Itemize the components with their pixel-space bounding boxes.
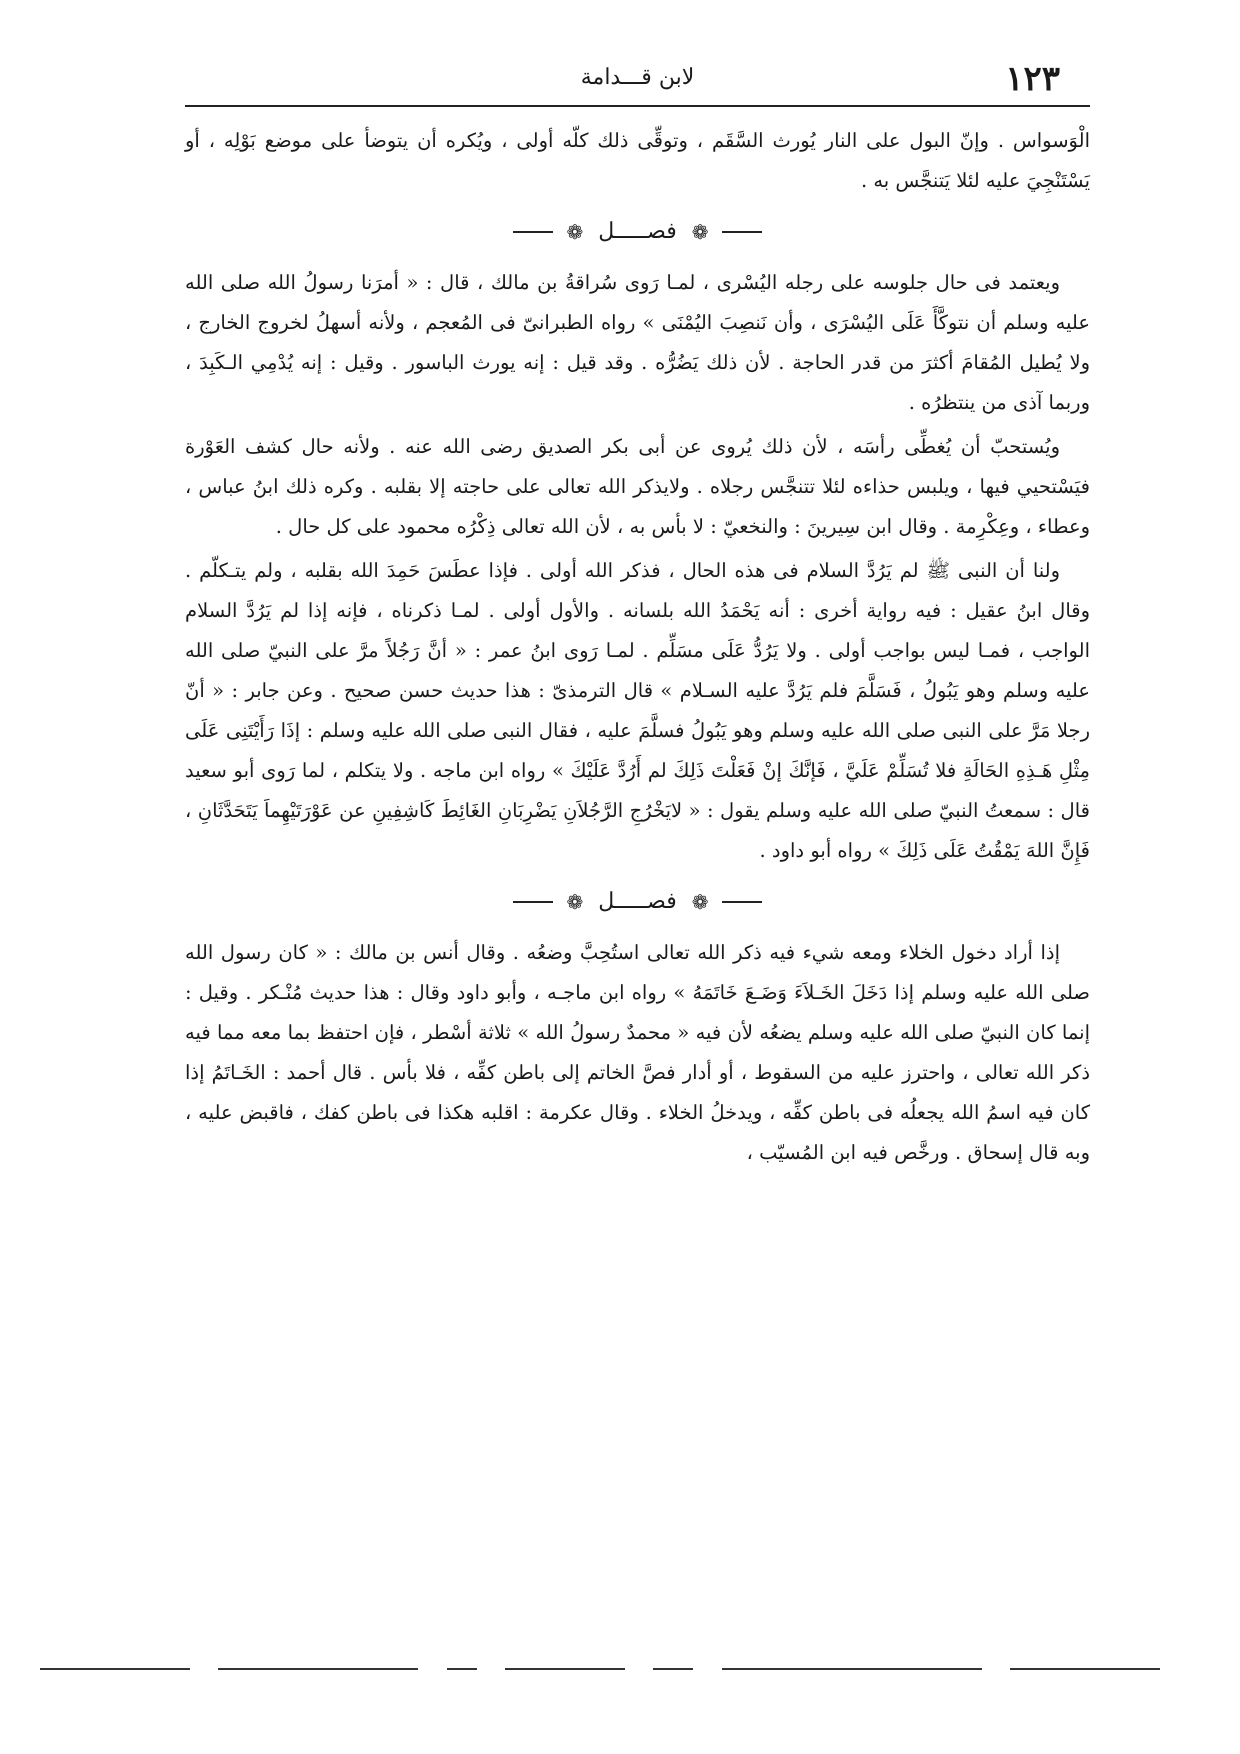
divider-dash [513,901,553,903]
divider-dash [722,901,762,903]
arabesque-ornament-icon: ❁ [691,220,709,244]
arabesque-ornament-icon: ❁ [566,890,584,914]
body-paragraph: ويعتمد فى حال جلوسه على رجله اليُسْرى ، لمـا رَوى سُراقةُ بن مالك ، قال : « أمرَنا رسولُ الله صلى الله عليه وسلم أن نتوكَّأَ عَلَى اليُسْرَى ، وأن نَنصِبَ اليُمْنَى » رواه الطبرانىّ فى المُعجم ، ولأنه أسهلُ لخروج الخارج ، ولا يُطيل المُقامَ أكثرَ من قدر الحاجة . لأن ذلك يَضُرُّه . وقد قيل : إنه يورث الباسور . وقيل : إنه يُدْمِي الـكَبِدَ ، وربما آذى من ينتظرُه . [185,271,1090,414]
rule-segment [505,1668,625,1670]
section-heading [185,203,1090,261]
rule-segment [447,1668,477,1670]
arabesque-ornament-icon: ❁ [566,220,584,244]
body-paragraph: إذا أراد دخول الخلاء ومعه شيء فيه ذكر الله تعالى استُحِبَّ وضعُه . وقال أنس بن مالك : « كان رسول الله صلى الله عليه وسلم إذا دَخَلَ الخَـلاَءَ وَضَـعَ خَاتَمَهُ » رواه ابن ماجـه ، وأبو داود وقال : هذا حديث مُنْـكر . وقيل : إنما كان النبيّ صلى الله عليه وسلم يضعُه لأن فيه « محمدٌ رسولُ الله » ثلاثة أسْطر ، فإن احتفظ بما معه مما فيه ذكر الله تعالى ، واحترز عليه من السقوط ، أو أدار فصَّ الخاتم إلى باطن كفِّه ، فلا بأس . قال أحمد : الخَـاتَمُ إذا كان فيه اسمُ الله يجعلُه فى باطن كفِّه ، ويدخلُ الخلاء . وقال عكرمة : اقلبه هكذا فى باطن كفك ، فاقبض عليه ، وبه قال إسحاق . ورخَّص فيه ابن المُسيّب ، [185,941,1090,1164]
rule-segment [218,1668,418,1670]
running-title: لابن قـــدامة [580,65,695,90]
section-heading [185,873,1090,931]
body-paragraph: ولنا أن النبى ﷺ لم يَرُدَّ السلام فى هذه الحال ، فذكر الله أولى . فإذا عطَسَ حَمِدَ الله بقلبه ، ولم يتـكلّم . وقال ابنُ عقيل : فيه رواية أخرى : أنه يَحْمَدُ الله بلسانه . والأول أولى . لمـا ذكرناه ، فإنه إذا لم يَرُدَّ السلام الواجب ، فمـا ليس بواجب أولى . ولا يَرُدُّ عَلَى مسَلِّم . لمـا رَوى ابنُ عمر : « أنَّ رَجُلاً مرَّ على النبيّ صلى الله عليه وسلم وهو يَبُولُ ، فَسَلَّمَ فلم يَرُدَّ عليه السـلام » قال الترمذىّ : هذا حديث حسن صحيح . وعن جابر : « أنّ رجلا مَرَّ على النبى صلى الله عليه وسلم وهو يَبُولُ فسلَّمَ عليه ، فقال النبى صلى الله عليه وسلم : إذَا رَأَيْتَنِى عَلَى مِثْلِ هَـذِهِ الحَالَةِ فلا تُسَلِّمْ عَلَيَّ ، فَإنَّكَ إنْ فَعَلْتَ ذَلِكَ لم أَرُدَّ عَلَيْكَ » رواه ابن ماجه . ولا يتكلم ، لما رَوى أبو سعيد قال : سمعتُ النبيّ صلى الله عليه وسلم يقول : « لايَخْرُجِ الرَّجُلاَنِ يَضْرِبَانِ الغَائِطَ كَاشِفِينِ عن عَوْرَتَيْهِماَ يَتَحَدَّثَانِ ، فَإِنَّ اللهَ يَمْقُتُ عَلَى ذَلِكَ » رواه أبو داود . [185,559,1090,862]
page-number: ١٢٣ [1005,59,1060,99]
running-header [185,55,1090,107]
footer-rule [40,1668,1160,1670]
body-paragraph: الْوَسواس . وإنّ البول على النار يُورث السَّقَم ، وتوقِّى ذلك كلّه أولى ، ويُكره أن يتوضأ على موضع بَوْلِه ، أو يَسْتَنْجِيَ عليه لئلا يَتنجَّس به . [185,129,1090,192]
section-heading-label: فصـــــل [598,889,677,914]
section-heading-label: فصـــــل [598,219,677,244]
rule-segment [40,1668,190,1670]
book-page [185,55,1090,1173]
rule-segment [1010,1668,1160,1670]
body-paragraph: ويُستحبّ أن يُغطِّى رأسَه ، لأن ذلك يُروى عن أبى بكر الصديق رضى الله عنه . ولأنه حال كشف العَوْرة فيَسْتحيي فيها ، ويلبس حذاءه لئلا تتنجَّس رجلاه . ولايذكر الله تعالى على حاجته إلا بقلبه . وكره ذلك ابنُ عباس ، وعطاء ، وعِكْرِمة . وقال ابن سِيرينَ : والنخعيّ : لا بأس به ، لأن الله تعالى ذِكْرُه محمود على كل حال . [185,435,1090,538]
rule-segment [653,1668,693,1670]
divider-dash [722,231,762,233]
arabesque-ornament-icon: ❁ [691,890,709,914]
rule-segment [722,1668,982,1670]
divider-dash [513,231,553,233]
